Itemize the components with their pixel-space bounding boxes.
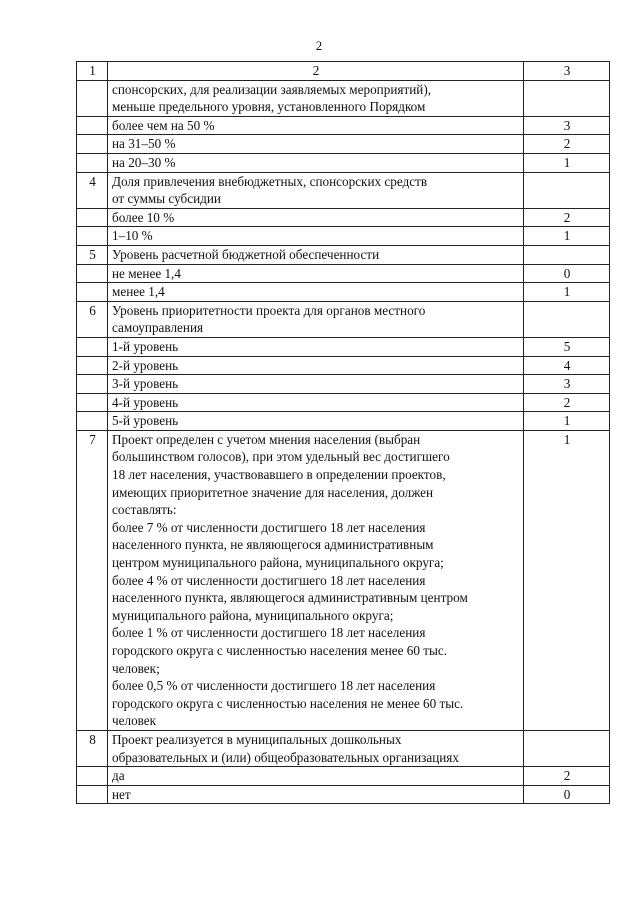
criterion-text: менее 1,4 xyxy=(108,283,524,302)
criterion-points: 1 xyxy=(524,430,610,730)
criterion-text: на 20–30 % xyxy=(108,153,524,172)
criterion-points: 1 xyxy=(524,227,610,246)
criterion-points xyxy=(524,245,610,264)
criterion-text: нет xyxy=(108,785,524,804)
table-row xyxy=(77,412,610,431)
criterion-number: 5 xyxy=(77,245,108,264)
table-row xyxy=(77,375,610,394)
criterion-points: 3 xyxy=(524,116,610,135)
table-row xyxy=(77,301,610,337)
criterion-number: 8 xyxy=(77,730,108,766)
table-row xyxy=(77,135,610,154)
criterion-text: 1-й уровень xyxy=(108,337,524,356)
table-row xyxy=(77,393,610,412)
criterion-text: 2-й уровень xyxy=(108,356,524,375)
criterion-text: на 31–50 % xyxy=(108,135,524,154)
criterion-number xyxy=(77,785,108,804)
table-row xyxy=(77,245,610,264)
criterion-text: 1–10 % xyxy=(108,227,524,246)
criterion-number xyxy=(77,208,108,227)
criterion-points: 2 xyxy=(524,135,610,154)
criterion-text: более 10 % xyxy=(108,208,524,227)
criterion-number xyxy=(77,227,108,246)
criterion-text: спонсорских, для реализации заявляемых мероприятий), меньше предельного уровня, установленного Порядком xyxy=(108,80,524,116)
criterion-number xyxy=(77,153,108,172)
criterion-points xyxy=(524,172,610,208)
criterion-text: Проект реализуется в муниципальных дошкольных образовательных и (или) общеобразовательных организациях xyxy=(108,730,524,766)
criterion-number xyxy=(77,412,108,431)
table-row xyxy=(77,116,610,135)
header-col-1: 1 xyxy=(77,62,108,81)
criterion-number xyxy=(77,393,108,412)
criterion-text: Уровень приоритетности проекта для органов местного самоуправления xyxy=(108,301,524,337)
criterion-number xyxy=(77,135,108,154)
table-row xyxy=(77,264,610,283)
criterion-points: 2 xyxy=(524,208,610,227)
criterion-points: 1 xyxy=(524,153,610,172)
table-row xyxy=(77,153,610,172)
table-row xyxy=(77,208,610,227)
table-header-row xyxy=(77,62,610,81)
table-row xyxy=(77,785,610,804)
criteria-table xyxy=(76,61,610,804)
criterion-text: Доля привлечения внебюджетных, спонсорских средств от суммы субсидии xyxy=(108,172,524,208)
criterion-points: 3 xyxy=(524,375,610,394)
table-row xyxy=(77,227,610,246)
criterion-number xyxy=(77,356,108,375)
criterion-text: не менее 1,4 xyxy=(108,264,524,283)
criterion-text: 5-й уровень xyxy=(108,412,524,431)
criterion-number xyxy=(77,283,108,302)
criterion-points: 2 xyxy=(524,767,610,786)
table-row xyxy=(77,767,610,786)
criterion-number xyxy=(77,80,108,116)
criterion-points xyxy=(524,301,610,337)
criterion-number: 4 xyxy=(77,172,108,208)
criterion-text: 3-й уровень xyxy=(108,375,524,394)
page-number: 2 xyxy=(315,38,323,53)
criterion-points xyxy=(524,80,610,116)
criterion-points: 2 xyxy=(524,393,610,412)
criterion-text: Уровень расчетной бюджетной обеспеченности xyxy=(108,245,524,264)
table-row xyxy=(77,430,610,730)
criterion-number xyxy=(77,264,108,283)
criterion-points: 1 xyxy=(524,283,610,302)
criterion-number: 6 xyxy=(77,301,108,337)
criterion-number xyxy=(77,375,108,394)
table-row xyxy=(77,356,610,375)
criterion-text: да xyxy=(108,767,524,786)
criterion-text: Проект определен с учетом мнения населения (выбран большинством голосов), при этом удельный вес достигшего 18 лет населения, участвовавшего в определении проектов, имеющих приоритетное значение для населения, должен составлять: более 7 % от численности достигшего 18 лет населения населенного пункта, не являющегося административным центром муниципального района, муниципального округа; более 4 % от численности достигшего 18 лет населения населенного пункта, являющегося административным центром муниципального района, муниципального округа; более 1 % от численности достигшего 18 лет населения городского округа с численностью населения менее 60 тыс. человек; более 0,5 % от численности достигшего 18 лет населения городского округа с численностью населения не менее 60 тыс. человек xyxy=(108,430,524,730)
table-row xyxy=(77,172,610,208)
criterion-points: 5 xyxy=(524,337,610,356)
criterion-number: 7 xyxy=(77,430,108,730)
table-row xyxy=(77,337,610,356)
header-col-3: 3 xyxy=(524,62,610,81)
criterion-text: более чем на 50 % xyxy=(108,116,524,135)
criterion-number xyxy=(77,116,108,135)
table-row xyxy=(77,80,610,116)
table-row xyxy=(77,283,610,302)
table-row xyxy=(77,730,610,766)
header-col-2: 2 xyxy=(108,62,524,81)
criterion-number xyxy=(77,767,108,786)
criterion-points: 0 xyxy=(524,785,610,804)
criterion-number xyxy=(77,337,108,356)
criterion-points: 4 xyxy=(524,356,610,375)
criterion-points: 1 xyxy=(524,412,610,431)
criterion-text: 4-й уровень xyxy=(108,393,524,412)
criterion-points xyxy=(524,730,610,766)
criterion-points: 0 xyxy=(524,264,610,283)
